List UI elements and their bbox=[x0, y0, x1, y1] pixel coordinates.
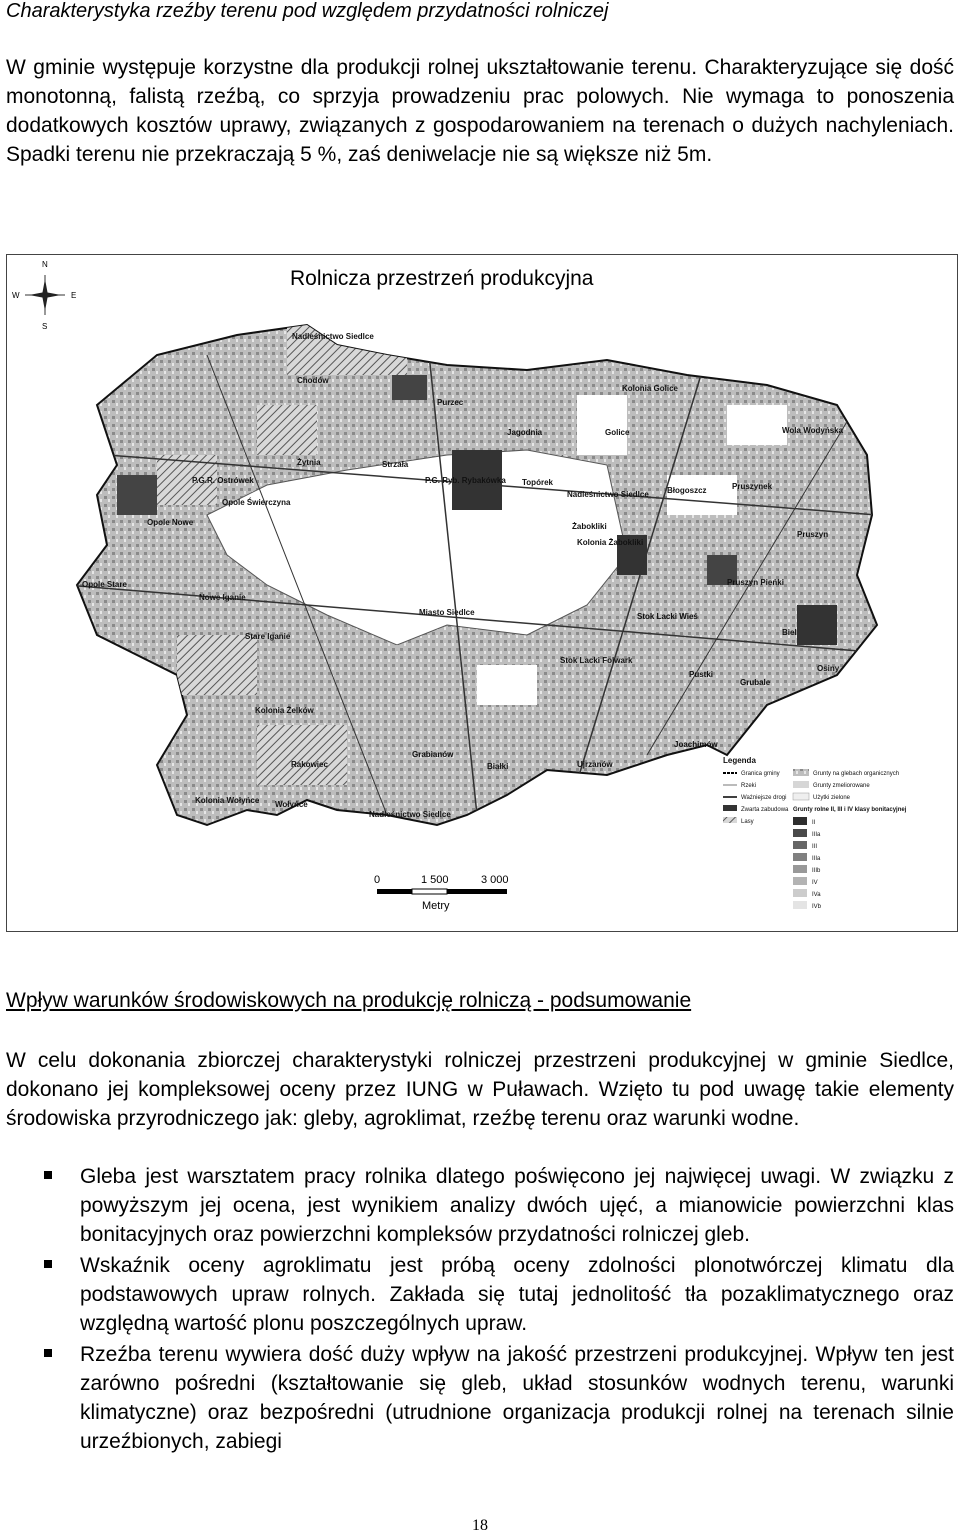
place-label: Wołyńce bbox=[275, 800, 308, 809]
compass-e: E bbox=[71, 291, 77, 300]
place-label: Osiny bbox=[817, 664, 840, 673]
legend-line-label: Lasy bbox=[741, 819, 754, 825]
place-label: Stok Lacki Folwark bbox=[560, 656, 633, 665]
bullet-text: Gleba jest warsztatem pracy rolnika dlatego poświęcono jej najwięcej uwagi. W związku z powyższym jej ocena, jest wynikiem analizy dwóch ujęć, a mianowicie powierzchni klas bonitacyjnych oraz powierzchni kompleksów przydatności rolniczej gleb. bbox=[80, 1165, 954, 1246]
legend-area-label: Użytki zielone bbox=[813, 795, 851, 801]
legend-area-label: Grunty zmeliorowane bbox=[813, 783, 870, 789]
legend-classes bbox=[793, 817, 822, 910]
place-label: P.G.R. Ostrówek bbox=[192, 476, 254, 485]
place-label: Chodów bbox=[297, 376, 329, 385]
agricultural-space-map bbox=[6, 254, 958, 932]
compass-s: S bbox=[42, 322, 48, 331]
place-label: Żabokliki bbox=[572, 522, 607, 531]
place-label: Nadleśnictwo Siedlce bbox=[567, 490, 649, 499]
place-label: Golice bbox=[605, 428, 630, 437]
bullet-square-icon bbox=[44, 1260, 52, 1268]
place-label: Kolonia Żelków bbox=[255, 706, 314, 715]
compass-icon bbox=[12, 260, 76, 331]
place-label: Kolonia Wołyńce bbox=[195, 796, 260, 805]
place-label: Błogoszcz bbox=[667, 486, 707, 495]
place-label: Strzała bbox=[382, 460, 409, 469]
place-label: Pruszyn bbox=[797, 530, 829, 539]
place-label: Nowe Iganie bbox=[199, 593, 246, 602]
place-label: Grubale bbox=[740, 678, 771, 687]
scale-unit: Metry bbox=[422, 900, 450, 912]
paragraph-summary: W celu dokonania zbiorczej charakterystyki rolniczej przestrzeni produkcyjnej w gminie Siedlce, dokonano jej kompleksowej oceny przez IUNG w Puławach. Wzięto tu pod uwagę takie elementy środowiska przyrodniczego jak: gleby, agroklimat, rzeźbę terenu oraz warunki wodne. bbox=[6, 1049, 954, 1130]
place-label: Topórek bbox=[522, 478, 553, 487]
summary-bullet-list bbox=[6, 1162, 954, 1458]
place-label: Biel bbox=[782, 628, 797, 637]
place-label: Ujrzanów bbox=[577, 760, 613, 769]
place-label: Joachimów bbox=[674, 740, 718, 749]
place-label: Wola Wodyńska bbox=[782, 426, 844, 435]
page-number: 18 bbox=[472, 1517, 488, 1534]
legend-class-label: II bbox=[812, 820, 816, 826]
list-item bbox=[6, 1340, 954, 1456]
place-label: Pruszyn Pieńki bbox=[727, 578, 784, 587]
bullet-square-icon bbox=[44, 1349, 52, 1357]
legend-class-label: IIIa bbox=[812, 832, 821, 838]
place-label: Stok Lacki Wieś bbox=[637, 612, 698, 621]
map-title: Rolnicza przestrzeń produkcyjna bbox=[290, 267, 594, 290]
legend-class-label: IIIb bbox=[812, 868, 821, 874]
legend-line-label: Zwarta zabudowa bbox=[741, 807, 789, 813]
legend-line-label: Granica gminy bbox=[741, 771, 780, 777]
place-label: Pustki bbox=[689, 670, 714, 679]
place-label: Opole Stare bbox=[82, 580, 127, 589]
legend-title: Legenda bbox=[723, 756, 756, 765]
section-heading-summary: Wpływ warunków środowiskowych na produkcję rolniczą - podsumowanie bbox=[6, 989, 692, 1012]
place-label: Grabianów bbox=[412, 750, 454, 759]
place-label: Rakowiec bbox=[291, 760, 328, 769]
place-label: Jagodnia bbox=[507, 428, 543, 437]
scale-tick: 3 000 bbox=[481, 874, 509, 886]
place-label: Stare Iganie bbox=[245, 632, 291, 641]
scale-tick: 1 500 bbox=[421, 874, 449, 886]
paragraph-relief: W gminie występuje korzystne dla produkcji rolnej ukształtowanie terenu. Charakteryzujące się dość monotonną, falistą rzeźbą, co sprzyja prowadzeniu prac polowych. Nie wymaga to ponoszenia dodatkowych kosztów uprawy, związanych z gospodarowaniem na terenach o dużych nachyleniach. Spadki terenu nie przekraczają 5 %, zaś deniwelacje nie są większe niż 5m. bbox=[6, 56, 954, 166]
legend-area-label: Grunty na glebach organicznych bbox=[813, 771, 900, 777]
place-label: Nadleśnictwo Siedlce bbox=[369, 810, 451, 819]
place-label: Opole Świerczyna bbox=[222, 498, 291, 507]
bullet-text: Rzeźba terenu wywiera dość duży wpływ na jakość przestrzeni produkcyjnej. Wpływ ten jest zarówno pośredni (kształtowanie się gleb, układ stosunków wodnych terenu, warunki klimatyczne) oraz bezpośredni (utrudnione organizacja produkcji rolnej na terenach silnie urzeźbionych, zabiegi bbox=[80, 1343, 954, 1453]
legend-classes-title: Grunty rolne II, III i IV klasy bonitacyjnej bbox=[793, 807, 907, 813]
map-area bbox=[67, 315, 907, 825]
place-label: P.G. Ryb. Rybakówka bbox=[425, 476, 506, 485]
legend-class-label: III bbox=[812, 844, 818, 850]
list-item bbox=[6, 1251, 954, 1338]
bullet-square-icon bbox=[44, 1171, 52, 1179]
place-label: Purzec bbox=[437, 398, 464, 407]
place-label: Opole Nowe bbox=[147, 518, 194, 527]
legend-line-label: Rzeki bbox=[741, 783, 757, 789]
scale-bar bbox=[374, 874, 509, 912]
place-label: Żytnia bbox=[297, 458, 321, 467]
compass-n: N bbox=[42, 260, 48, 269]
legend-class-label: IV bbox=[812, 880, 818, 886]
legend-line-label: Ważniejsze drogi bbox=[741, 795, 787, 801]
place-label: Kolonia Golice bbox=[622, 384, 679, 393]
place-label: Kolonia Żabokliki bbox=[577, 538, 644, 547]
map-legend bbox=[723, 756, 907, 910]
section-heading-relief: Charakterystyka rzeźby terenu pod względem przydatności rolniczej bbox=[6, 0, 609, 22]
legend-class-label: IIIa bbox=[812, 856, 821, 862]
place-label: Białki bbox=[487, 762, 509, 771]
place-label: Pruszynek bbox=[732, 482, 773, 491]
legend-class-label: IVa bbox=[812, 892, 821, 898]
legend-class-label: IVb bbox=[812, 904, 822, 910]
compass-w: W bbox=[12, 291, 20, 300]
bullet-text: Wskaźnik oceny agroklimatu jest próbą oceny zdolności plonotwórczej klimatu dla podstawowych upraw rolnych. Zakłada się tutaj jednolitość tła pozaklimatycznego oraz względną wartość plonu poszczególnych upraw. bbox=[80, 1254, 954, 1335]
place-label: Miasto Siedlce bbox=[419, 608, 475, 617]
place-label: Nadleśnictwo Siedlce bbox=[292, 332, 374, 341]
list-item bbox=[6, 1162, 954, 1249]
scale-tick: 0 bbox=[374, 874, 381, 886]
